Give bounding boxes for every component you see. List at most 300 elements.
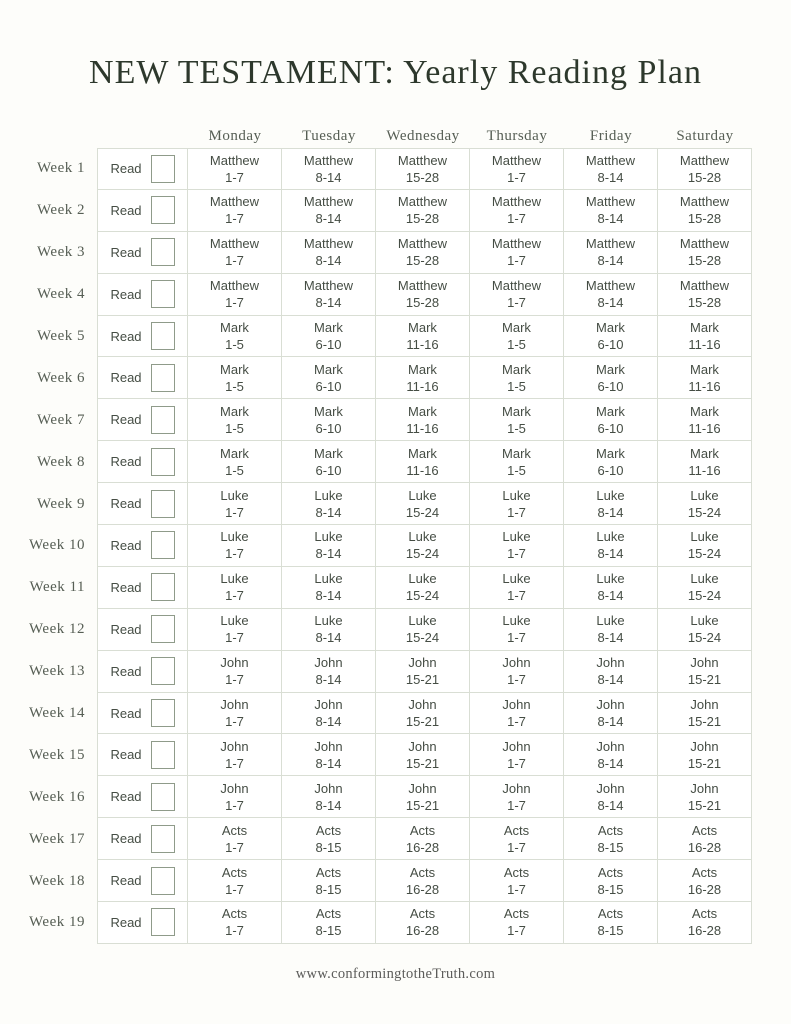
read-label: Read [110,328,142,344]
reading-book: Acts [691,822,718,838]
reading-range: 8-15 [315,839,342,855]
reading-cell [282,693,376,735]
reading-book: John [596,738,625,754]
read-checkbox[interactable] [151,573,175,601]
reading-range: 1-7 [507,839,526,855]
reading-cell [658,274,752,316]
reading-book: Matthew [209,278,260,294]
reading-range: 15-21 [687,797,722,813]
reading-book: John [408,780,437,796]
reading-range: 1-7 [507,797,526,813]
table-row [0,818,791,860]
reading-book: Acts [597,906,624,922]
reading-range: 16-28 [405,881,440,897]
reading-book: Mark [408,361,437,377]
week-label: Week 5 [36,328,85,344]
reading-range: 1-7 [507,169,526,185]
table-row [0,776,791,818]
reading-cell [470,651,564,693]
reading-book: Luke [220,613,249,629]
reading-book: Mark [220,445,249,461]
reading-book: Matthew [491,278,542,294]
read-cell [97,902,188,944]
reading-book: Acts [409,906,436,922]
read-label: Read [110,202,142,218]
reading-range: 1-7 [507,253,526,269]
reading-range: 8-14 [315,169,342,185]
read-checkbox[interactable] [151,908,175,936]
reading-cell [470,818,564,860]
reading-book: Mark [314,403,343,419]
reading-book: Acts [503,906,530,922]
reading-book: Matthew [585,194,636,210]
reading-cell [188,818,282,860]
reading-range: 15-24 [687,546,722,562]
reading-range: 15-28 [405,169,440,185]
read-cell [97,357,188,399]
reading-cell [564,651,658,693]
reading-range: 15-28 [687,211,722,227]
reading-book: Mark [220,403,249,419]
read-checkbox[interactable] [151,406,175,434]
reading-book: Luke [220,529,249,545]
reading-book: Matthew [679,278,730,294]
week-label: Week 15 [28,746,85,763]
reading-book: Matthew [585,152,636,168]
reading-range: 15-21 [687,672,722,688]
reading-book: Acts [503,822,530,838]
reading-cell [564,734,658,776]
reading-range: 1-7 [507,588,526,604]
reading-range: 1-7 [507,630,526,646]
reading-cell [282,776,376,818]
read-checkbox[interactable] [151,867,175,895]
reading-cell [470,190,564,232]
reading-range: 8-14 [597,211,624,227]
reading-range: 15-24 [687,504,722,520]
reading-cell [564,693,658,735]
read-cell [97,232,188,274]
reading-book: Luke [220,571,249,587]
reading-range: 8-14 [597,588,624,604]
read-checkbox[interactable] [151,657,175,685]
reading-range: 6-10 [315,420,342,436]
table-row [0,441,791,483]
week-label: Week 13 [28,663,85,680]
reading-cell [470,483,564,525]
reading-cell [470,441,564,483]
reading-book: Mark [314,320,343,335]
reading-cell [564,274,658,316]
reading-range: 8-14 [597,546,624,562]
reading-book: Matthew [209,152,260,168]
reading-book: Mark [596,361,625,377]
reading-cell [376,860,470,902]
table-row [0,651,791,693]
reading-range: 15-24 [405,546,440,562]
reading-cell [564,483,658,525]
reading-range: 1-7 [507,546,526,562]
reading-book: Luke [502,529,531,545]
reading-cell [188,357,282,399]
read-label: Read [110,537,142,553]
reading-book: Luke [596,571,625,587]
reading-range: 1-5 [507,337,526,352]
read-checkbox[interactable] [151,196,175,224]
reading-cell [282,357,376,399]
reading-book: Acts [409,822,436,838]
reading-range: 16-28 [405,839,440,855]
reading-book: Matthew [397,278,448,294]
read-cell [97,316,188,358]
reading-book: John [502,655,531,671]
reading-book: Matthew [303,278,354,294]
read-checkbox[interactable] [151,448,175,476]
reading-book: John [408,738,437,754]
week-label: Week 1 [36,160,85,177]
reading-range: 1-7 [225,546,244,562]
reading-book: Matthew [679,152,730,168]
reading-book: Matthew [303,194,354,210]
reading-cell [564,567,658,609]
reading-range: 8-14 [315,630,342,646]
reading-book: Mark [220,361,249,377]
reading-cell [188,316,282,358]
reading-book: Acts [315,864,342,880]
reading-range: 8-14 [597,714,624,730]
read-checkbox[interactable] [151,531,175,559]
reading-cell [282,818,376,860]
reading-range: 1-7 [225,253,244,269]
reading-cell [564,232,658,274]
reading-range: 1-7 [507,881,526,897]
reading-range: 15-21 [687,714,722,730]
reading-cell [658,316,752,358]
reading-book: John [690,697,719,713]
read-cell [97,693,188,735]
reading-cell [282,567,376,609]
reading-cell [376,651,470,693]
reading-book: Luke [596,529,625,545]
day-header-thursday: Thursday [486,128,548,144]
reading-range: 1-5 [507,378,526,394]
table-row [0,734,791,776]
reading-range: 8-14 [597,797,624,813]
reading-cell [282,651,376,693]
read-label: Read [110,663,142,679]
reading-cell [188,693,282,735]
reading-cell [188,567,282,609]
reading-cell [376,232,470,274]
week-label: Week 7 [36,411,85,428]
reading-cell [470,609,564,651]
read-checkbox[interactable] [151,238,175,266]
reading-cell [188,441,282,483]
reading-range: 16-28 [687,839,722,855]
reading-book: Luke [314,529,343,545]
reading-cell [188,274,282,316]
reading-cell [470,776,564,818]
read-checkbox[interactable] [151,280,175,308]
week-label: Week 9 [36,495,85,512]
reading-range: 8-14 [597,253,624,269]
reading-range: 11-16 [406,378,439,394]
reading-range: 1-7 [507,211,526,227]
reading-range: 1-7 [225,797,244,813]
week-label: Week 4 [36,286,85,303]
reading-book: Luke [690,613,719,629]
reading-cell [470,316,564,358]
reading-cell [658,734,752,776]
read-label: Read [110,789,142,805]
table-row [0,860,791,902]
reading-range: 1-7 [507,672,526,688]
reading-range: 11-16 [688,420,721,436]
reading-book: John [408,697,437,713]
reading-cell [658,651,752,693]
read-checkbox[interactable] [151,364,175,392]
reading-range: 8-14 [315,755,342,771]
reading-book: Matthew [303,152,354,168]
reading-book: John [690,738,719,754]
week-label: Week 6 [36,369,85,386]
week-label: Week 14 [28,705,85,722]
reading-cell [188,776,282,818]
read-cell [97,483,188,525]
reading-cell [470,902,564,944]
read-label: Read [110,705,142,721]
reading-book: Luke [408,529,437,545]
reading-cell [188,734,282,776]
reading-book: John [220,655,249,671]
reading-book: Mark [408,403,437,419]
reading-book: Mark [690,445,719,461]
reading-book: John [314,697,343,713]
read-label: Read [110,412,142,428]
week-label: Week 11 [29,579,85,596]
reading-range: 15-24 [405,504,440,520]
reading-range: 15-24 [405,588,440,604]
reading-cell [564,818,658,860]
reading-range: 8-14 [597,504,624,520]
reading-range: 1-5 [225,378,244,394]
table-row [0,609,791,651]
reading-range: 15-21 [405,797,440,813]
reading-book: Mark [502,361,531,377]
reading-cell [188,232,282,274]
reading-cell [658,609,752,651]
reading-range: 8-14 [597,755,624,771]
reading-cell [282,525,376,567]
table-row [0,902,791,944]
reading-cell [658,693,752,735]
reading-book: Matthew [209,194,260,210]
reading-cell [658,567,752,609]
reading-range: 8-15 [597,881,624,897]
reading-book: Luke [502,487,531,503]
read-label: Read [110,579,142,595]
read-cell [97,399,188,441]
reading-cell [470,860,564,902]
reading-cell [564,316,658,358]
reading-range: 1-7 [507,714,526,730]
reading-cell [282,399,376,441]
reading-cell [658,190,752,232]
reading-book: John [314,655,343,671]
read-checkbox[interactable] [151,783,175,811]
reading-book: Acts [221,906,248,922]
reading-range: 11-16 [406,337,439,352]
reading-cell [188,525,282,567]
reading-cell [658,860,752,902]
reading-book: John [314,780,343,796]
reading-range: 8-14 [315,295,342,311]
reading-cell [282,316,376,358]
reading-range: 16-28 [687,881,722,897]
reading-cell [376,190,470,232]
reading-book: Matthew [585,236,636,252]
table-row [0,483,791,525]
reading-book: Acts [597,822,624,838]
reading-range: 8-14 [315,588,342,604]
table-row [0,693,791,735]
read-checkbox[interactable] [151,825,175,853]
read-label: Read [110,286,142,302]
reading-cell [658,776,752,818]
reading-range: 1-5 [225,420,244,436]
reading-cell [376,148,470,190]
read-checkbox[interactable] [151,155,175,183]
reading-range: 6-10 [315,378,342,394]
read-label: Read [110,244,142,260]
reading-range: 1-7 [225,211,244,227]
reading-cell [282,232,376,274]
reading-range: 8-14 [315,714,342,730]
read-cell [97,441,188,483]
table-row [0,190,791,232]
week-label: Week 2 [36,202,85,219]
read-checkbox[interactable] [151,490,175,518]
reading-cell [470,232,564,274]
reading-range: 6-10 [597,462,624,478]
table-row [0,232,791,274]
day-header-saturday: Saturday [676,128,734,144]
day-header-monday: Monday [208,128,262,144]
reading-range: 1-7 [225,672,244,688]
day-header-wednesday: Wednesday [386,128,460,144]
reading-book: Luke [408,613,437,629]
reading-cell [282,148,376,190]
reading-cell [470,357,564,399]
reading-book: Mark [596,403,625,419]
read-label: Read [110,747,142,763]
reading-cell [470,525,564,567]
reading-cell [564,860,658,902]
reading-book: Luke [502,613,531,629]
reading-range: 8-14 [597,630,624,646]
day-header-row [0,124,791,148]
reading-cell [564,357,658,399]
reading-book: Mark [502,320,531,335]
reading-cell [564,902,658,944]
reading-cell [564,399,658,441]
reading-cell [376,525,470,567]
reading-cell [376,274,470,316]
reading-cell [658,232,752,274]
read-cell [97,818,188,860]
read-label: Read [110,454,142,470]
read-label: Read [110,496,142,512]
read-checkbox[interactable] [151,741,175,769]
reading-book: Acts [315,822,342,838]
reading-range: 1-7 [225,588,244,604]
table-row [0,399,791,441]
reading-cell [282,483,376,525]
reading-book: Mark [502,403,531,419]
read-label: Read [110,831,142,847]
reading-book: Luke [408,571,437,587]
reading-range: 1-7 [507,504,526,520]
week-label: Week 12 [28,621,85,638]
reading-book: Mark [502,445,531,461]
reading-cell [376,567,470,609]
reading-range: 15-28 [687,169,722,185]
read-checkbox[interactable] [151,322,175,350]
reading-range: 6-10 [597,337,624,352]
read-label: Read [110,873,142,889]
read-checkbox[interactable] [151,615,175,643]
reading-range: 15-28 [687,295,722,311]
week-label: Week 18 [28,872,85,889]
reading-book: John [502,780,531,796]
reading-book: Matthew [397,194,448,210]
reading-cell [282,441,376,483]
reading-book: Matthew [491,194,542,210]
reading-range: 1-7 [225,169,244,185]
reading-cell [658,148,752,190]
reading-range: 11-16 [688,378,721,394]
reading-range: 6-10 [597,378,624,394]
table-row [0,148,791,190]
reading-book: Luke [314,571,343,587]
reading-range: 1-7 [507,923,526,939]
reading-range: 1-7 [507,755,526,771]
reading-book: Matthew [679,194,730,210]
reading-book: Mark [596,320,625,335]
reading-range: 1-7 [225,295,244,311]
reading-range: 8-14 [315,797,342,813]
reading-book: Mark [314,445,343,461]
read-label: Read [110,914,142,930]
reading-book: John [502,697,531,713]
reading-cell [376,399,470,441]
reading-range: 1-7 [225,630,244,646]
week-label: Week 19 [28,914,85,931]
reading-cell [470,734,564,776]
reading-book: Matthew [209,236,260,252]
reading-range: 1-7 [507,295,526,311]
reading-cell [658,483,752,525]
read-cell [97,651,188,693]
reading-range: 8-14 [315,504,342,520]
reading-range: 15-21 [405,672,440,688]
reading-range: 15-28 [687,253,722,269]
read-checkbox[interactable] [151,699,175,727]
reading-book: John [314,738,343,754]
reading-cell [376,441,470,483]
reading-range: 15-21 [405,755,440,771]
reading-cell [470,567,564,609]
